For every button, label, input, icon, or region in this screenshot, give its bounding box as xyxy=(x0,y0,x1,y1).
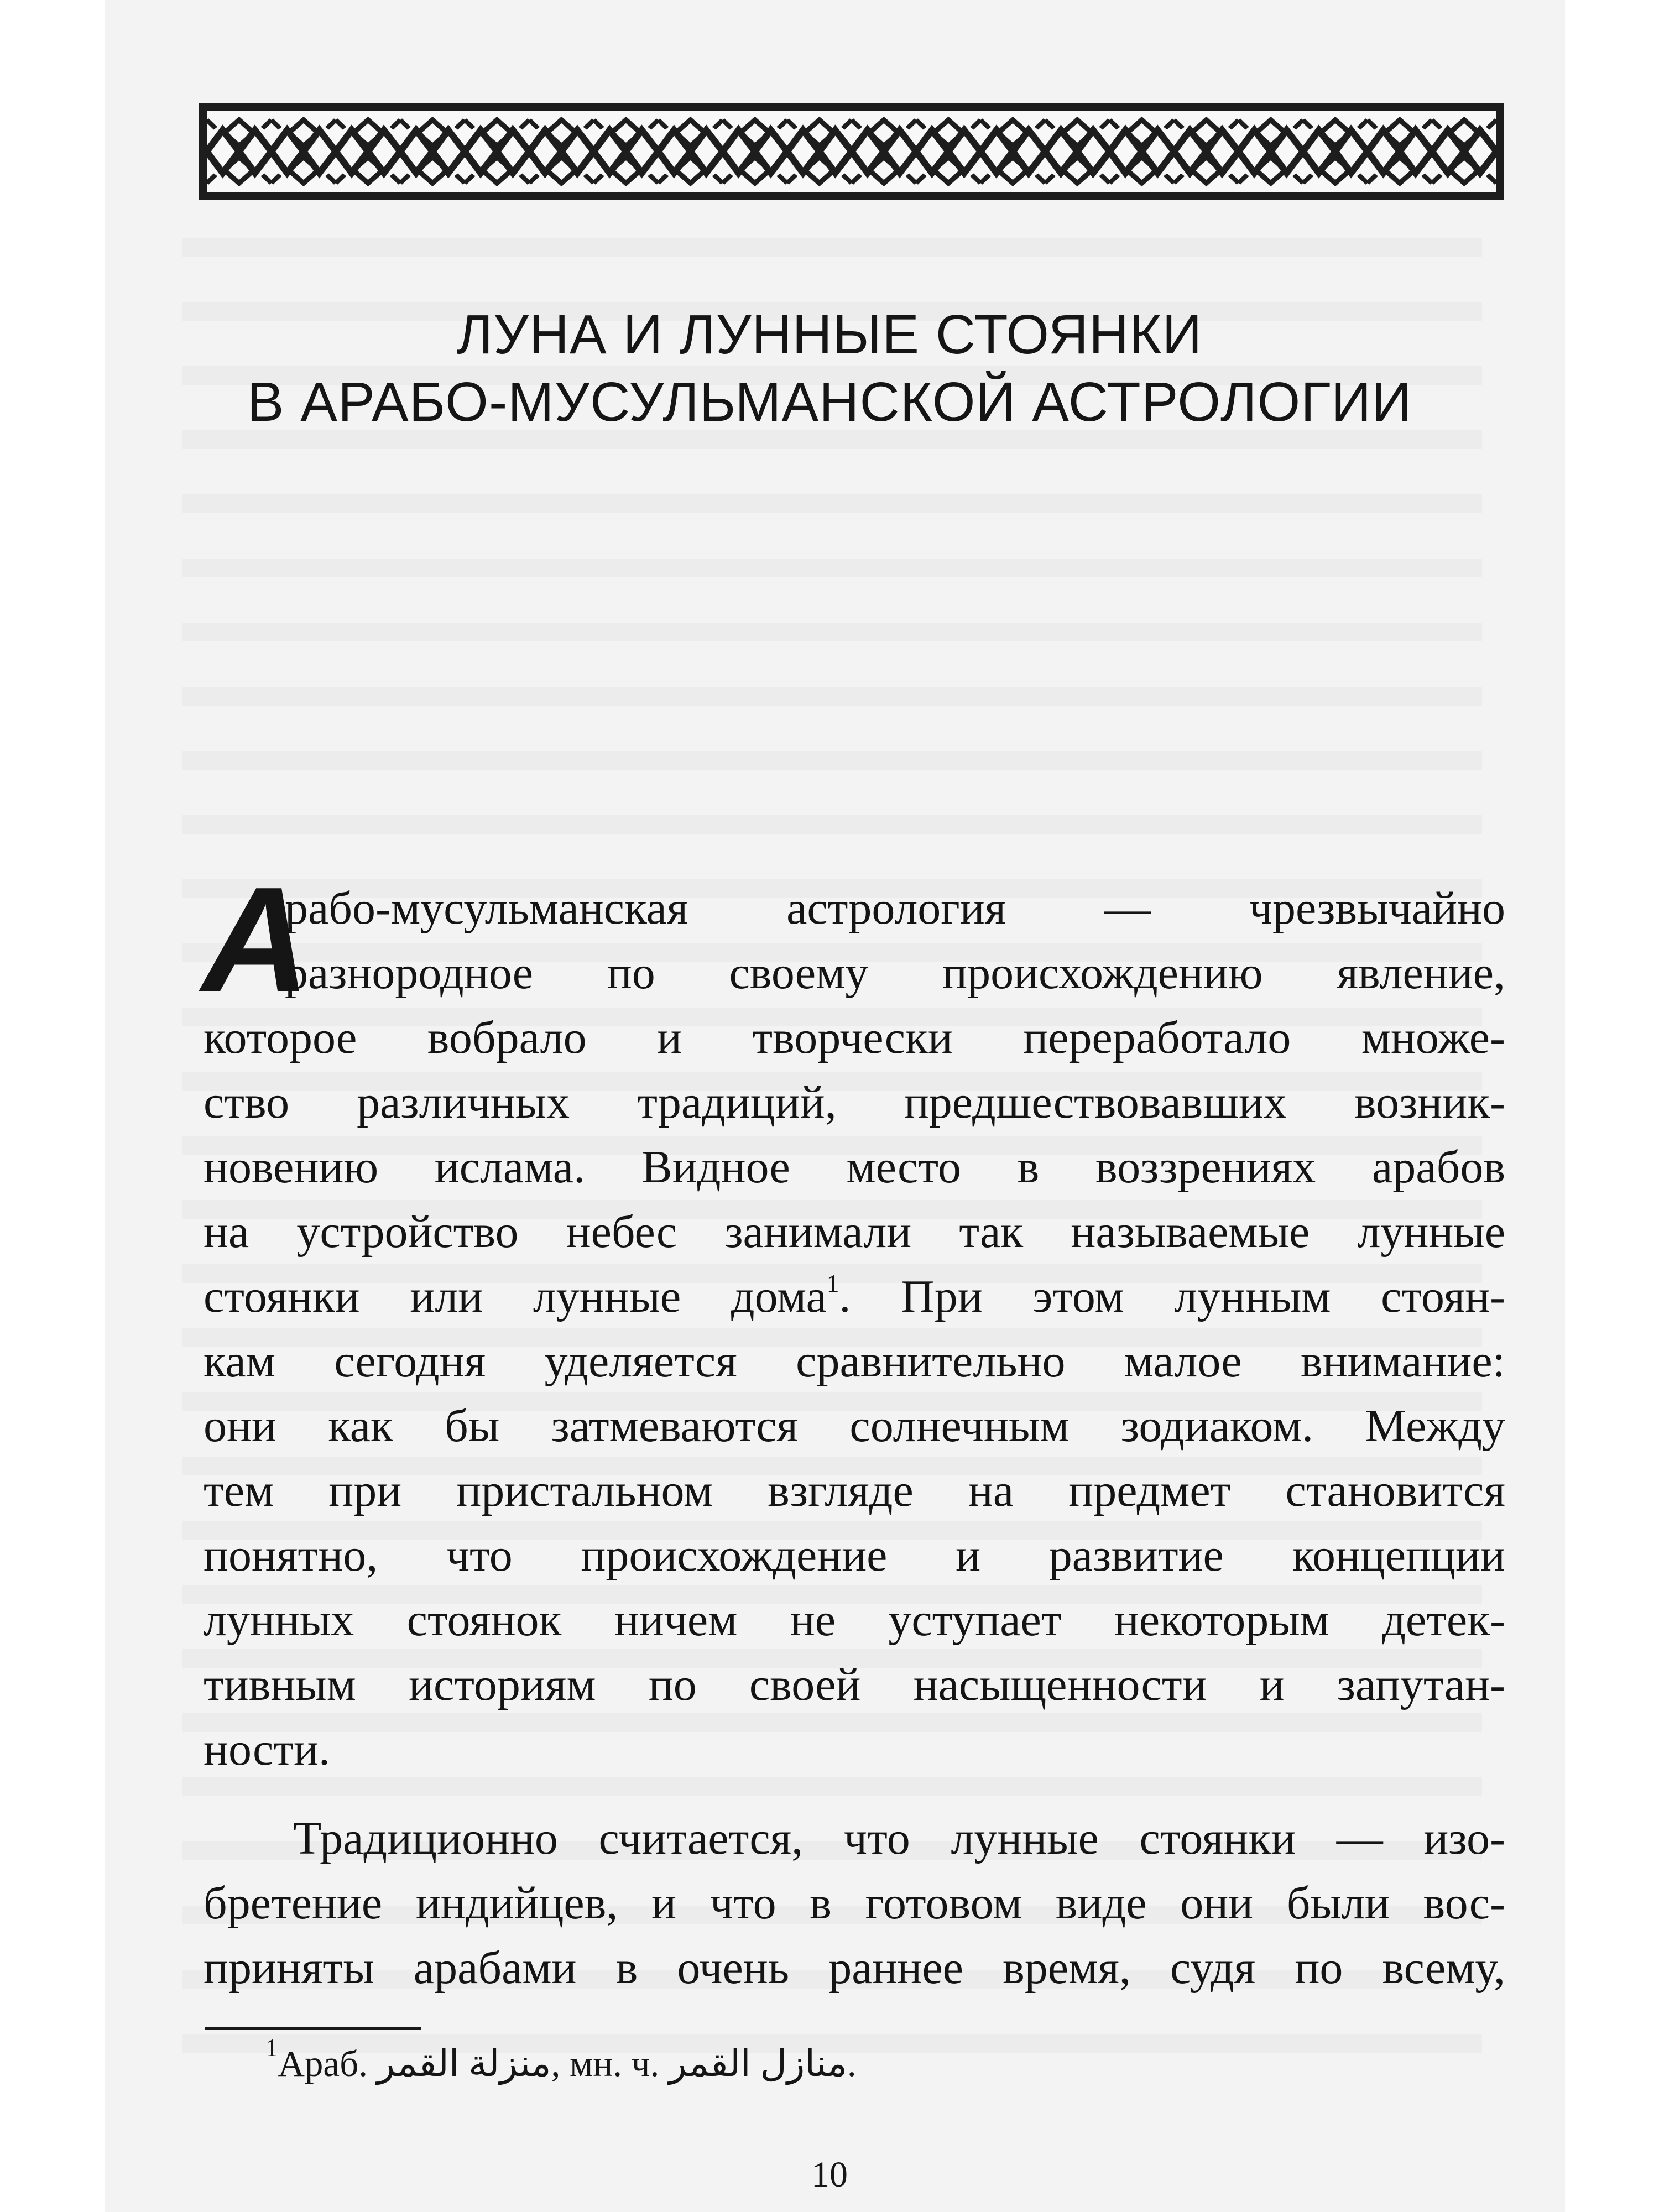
footnote-marker: 1 xyxy=(265,2034,278,2062)
footnote xyxy=(265,2034,1261,2086)
body-line-6: на устройство небес занимали так называемые лунные xyxy=(204,1206,1505,1258)
body-line-13: тивным историям по своей насыщенности и запутан- xyxy=(204,1659,1505,1710)
footnote-prefix: Араб. xyxy=(278,2043,377,2084)
body-line-15: Традиционно считается, что лунные стоянки — изо- xyxy=(293,1813,1505,1864)
body-line-9: они как бы затмеваются солнечным зодиаком. Между xyxy=(204,1400,1505,1452)
body-line-10: тем при пристальном взгляде на предмет становится xyxy=(204,1465,1505,1516)
body-line-17: приняты арабами в очень раннее время, судя по всему, xyxy=(204,1942,1505,1994)
body-line-16: бретение индийцев, и что в готовом виде они были вос- xyxy=(204,1877,1505,1929)
chapter-title-line-1: ЛУНА И ЛУННЫЕ СТОЯНКИ xyxy=(456,304,1203,366)
geometric-ornament-icon xyxy=(207,111,1496,192)
body-line-4: ство различных традиций, предшествовавших возник- xyxy=(204,1077,1505,1128)
body-line-3: которое вобрало и творчески переработало множе- xyxy=(204,1012,1505,1063)
body-line-8: кам сегодня уделяется сравнительно малое внимание: xyxy=(204,1335,1505,1387)
body-line-7-continuation: . При этом лунным стоян- xyxy=(839,1271,1506,1322)
footnote-arabic-singular: منزلة القمر xyxy=(377,2043,551,2084)
footnote-reference-marker: 1 xyxy=(826,1270,839,1297)
page-number: 10 xyxy=(811,2154,848,2195)
body-line-5: новению ислама. Видное место в воззрениях арабов xyxy=(204,1141,1505,1193)
decorative-header-ornament xyxy=(199,103,1504,200)
body-line-7 xyxy=(204,1267,1505,1326)
body-line-7-text: стоянки или лунные дома xyxy=(204,1271,827,1322)
drop-cap-letter: А xyxy=(202,857,307,1023)
body-line-14: ности. xyxy=(204,1724,330,1775)
footnote-arabic-plural: منازل القمر xyxy=(668,2043,847,2084)
chapter-title-line-2: В АРАБО-МУСУЛЬМАНСКОЙ АСТРОЛОГИИ xyxy=(247,371,1412,433)
body-line-11: понятно, что происхождение и развитие концепции xyxy=(204,1530,1505,1581)
footnote-middle: , мн. ч. xyxy=(551,2043,669,2084)
footnote-divider xyxy=(205,2027,421,2030)
body-line-12: лунных стоянок ничем не уступает некоторым детек- xyxy=(204,1594,1505,1646)
body-line-1: рабо-мусульманская астрология — чрезвычайно xyxy=(285,883,1505,934)
body-line-2: разнородное по своему происхождению явление, xyxy=(285,947,1505,999)
footnote-suffix: . xyxy=(847,2043,857,2084)
